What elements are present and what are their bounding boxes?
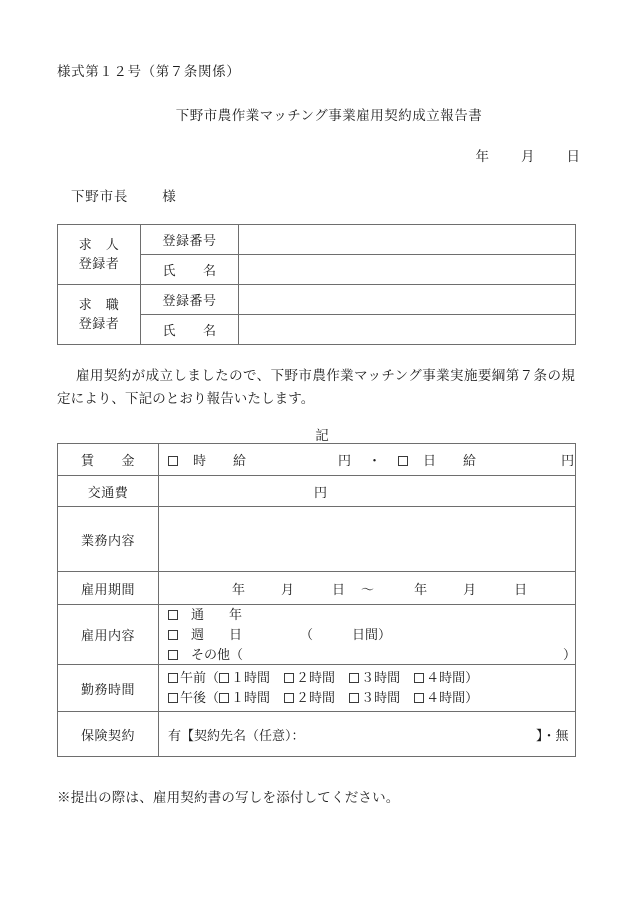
- row-value-job-description[interactable]: [159, 507, 576, 572]
- row-label-wage: 賃 金: [58, 444, 159, 476]
- checkbox-morning-2h[interactable]: [284, 673, 294, 683]
- checkbox-afternoon[interactable]: [168, 693, 178, 703]
- date-month-label: 月: [521, 149, 535, 164]
- statement-paragraph: [57, 364, 575, 410]
- row-label-job-description: 業務内容: [58, 507, 159, 572]
- registrant-party-jobseeker: [58, 285, 141, 345]
- checkbox-morning-1h[interactable]: [219, 673, 229, 683]
- checkbox-afternoon-1h[interactable]: [219, 693, 229, 703]
- insurance-no-label[interactable]: 無: [555, 727, 569, 743]
- table-row-transport-fee: [58, 476, 576, 507]
- afternoon-paren-close: ）: [465, 690, 479, 706]
- party-line-2: 登録者: [78, 255, 120, 271]
- label-afternoon-2h: ２時間: [296, 690, 336, 706]
- working-hours-morning: [168, 668, 575, 689]
- period-start-year: 年: [232, 581, 246, 597]
- table-row-working-hours: [58, 665, 576, 712]
- row-value-insurance-contract: [159, 712, 576, 757]
- table-row-insurance-contract: [58, 712, 576, 757]
- field-value-name[interactable]: [239, 315, 576, 345]
- insurance-bracket-close: 】: [536, 727, 543, 743]
- date-day-label: 日: [566, 149, 580, 164]
- field-label-registration-number: 登録番号: [141, 285, 239, 315]
- option-other: [168, 645, 575, 665]
- addressee: [71, 185, 177, 205]
- field-label-registration-number: 登録番号: [141, 225, 239, 255]
- weekly-days-input[interactable]: （ 日間）: [300, 626, 392, 642]
- other-paren-close: ）: [563, 646, 577, 662]
- label-weekly: 週 日: [191, 626, 249, 642]
- period-tilde: ～: [361, 581, 375, 597]
- working-hours-afternoon: [168, 688, 575, 709]
- field-label-name: 氏 名: [141, 255, 239, 285]
- party-line-1: 求 職: [78, 296, 120, 312]
- label-morning: 午前: [180, 669, 207, 685]
- period-start-day: 日: [332, 581, 346, 597]
- period-end-month: 月: [463, 581, 477, 597]
- checkbox-hourly-wage[interactable]: [168, 456, 178, 466]
- date-year-label: 年: [475, 149, 489, 164]
- checkbox-afternoon-4h[interactable]: [414, 693, 424, 703]
- row-label-employment-content: 雇用内容: [58, 605, 159, 665]
- label-other: その他: [191, 646, 231, 662]
- label-afternoon: 午後: [180, 690, 207, 706]
- label-afternoon-4h: ４時間: [426, 690, 466, 706]
- table-row-job-description: [58, 507, 576, 572]
- table-row: [58, 225, 576, 255]
- checkbox-morning-4h[interactable]: [414, 673, 424, 683]
- row-value-wage: [159, 444, 576, 476]
- registrant-party-employer: [58, 225, 141, 285]
- checkbox-afternoon-2h[interactable]: [284, 693, 294, 703]
- row-value-employment-content: [159, 605, 576, 665]
- page-title: 下野市農作業マッチング事業雇用契約成立報告書: [175, 108, 483, 123]
- unit-yen-hourly: 円: [338, 453, 352, 468]
- unit-yen-fare: 円: [314, 484, 328, 500]
- label-afternoon-1h: １時間: [231, 690, 271, 706]
- field-label-name: 氏 名: [141, 315, 239, 345]
- detail-table: [57, 443, 576, 757]
- table-row-wage: [58, 444, 576, 476]
- label-daily-wage: 日 給: [423, 453, 484, 468]
- morning-paren-open: （: [206, 669, 220, 685]
- party-line-1: 求 人: [78, 236, 120, 252]
- checkbox-other[interactable]: [168, 650, 178, 660]
- morning-paren-close: ）: [465, 669, 479, 685]
- row-label-transport-fee: 交通費: [58, 476, 159, 507]
- table-row-employment-content: [58, 605, 576, 665]
- insurance-separator: ・: [542, 727, 556, 743]
- addressee-name: 下野市長: [71, 189, 129, 204]
- ki-heading: 記: [315, 428, 329, 443]
- field-value-name[interactable]: [239, 255, 576, 285]
- checkbox-weekly[interactable]: [168, 630, 178, 640]
- label-morning-4h: ４時間: [426, 669, 466, 685]
- table-row-employment-period: [58, 572, 576, 605]
- row-value-employment-period[interactable]: [159, 572, 576, 605]
- label-hourly-wage: 時 給: [193, 453, 254, 468]
- checkbox-morning[interactable]: [168, 673, 178, 683]
- checkbox-morning-3h[interactable]: [349, 673, 359, 683]
- checkbox-daily-wage[interactable]: [398, 456, 408, 466]
- label-morning-3h: ３時間: [361, 669, 401, 685]
- unit-yen-daily: 円: [561, 453, 575, 468]
- period-start-month: 月: [281, 581, 295, 597]
- checkbox-year-round[interactable]: [168, 610, 178, 620]
- row-value-working-hours: [159, 665, 576, 712]
- label-morning-2h: ２時間: [296, 669, 336, 685]
- form-number: 様式第１２号（第７条関係）: [57, 64, 241, 79]
- other-paren-open: （: [230, 646, 244, 662]
- afternoon-paren-open: （: [206, 690, 220, 706]
- row-value-transport-fee[interactable]: [159, 476, 576, 507]
- label-year-round: 通 年: [191, 607, 249, 622]
- table-row: [58, 285, 576, 315]
- insurance-yes-prefix[interactable]: 有【契約先名（任意）：: [168, 727, 299, 743]
- option-weekly: [168, 625, 575, 645]
- label-afternoon-3h: ３時間: [361, 690, 401, 706]
- field-value-registration-number[interactable]: [239, 285, 576, 315]
- registrant-table: [57, 224, 576, 345]
- label-morning-1h: １時間: [231, 669, 271, 685]
- period-end-day: 日: [514, 581, 528, 597]
- addressee-honorific: 様: [162, 189, 177, 204]
- date-line: [476, 145, 581, 165]
- field-value-registration-number[interactable]: [239, 225, 576, 255]
- footnote: ※提出の際は、雇用契約書の写しを添付してください。: [57, 790, 400, 805]
- wage-separator: ・: [368, 453, 382, 468]
- statement-text: 雇用契約が成立しましたので、下野市農作業マッチング事業実施要綱第７条の規定により、下記のとおり報告いたします。: [57, 368, 575, 407]
- row-label-employment-period: 雇用期間: [58, 572, 159, 605]
- party-line-2: 登録者: [78, 315, 120, 331]
- checkbox-afternoon-3h[interactable]: [349, 693, 359, 703]
- row-label-working-hours: 勤務時間: [58, 665, 159, 712]
- option-year-round: [168, 605, 575, 625]
- period-end-year: 年: [414, 581, 428, 597]
- row-label-insurance-contract: 保険契約: [58, 712, 159, 757]
